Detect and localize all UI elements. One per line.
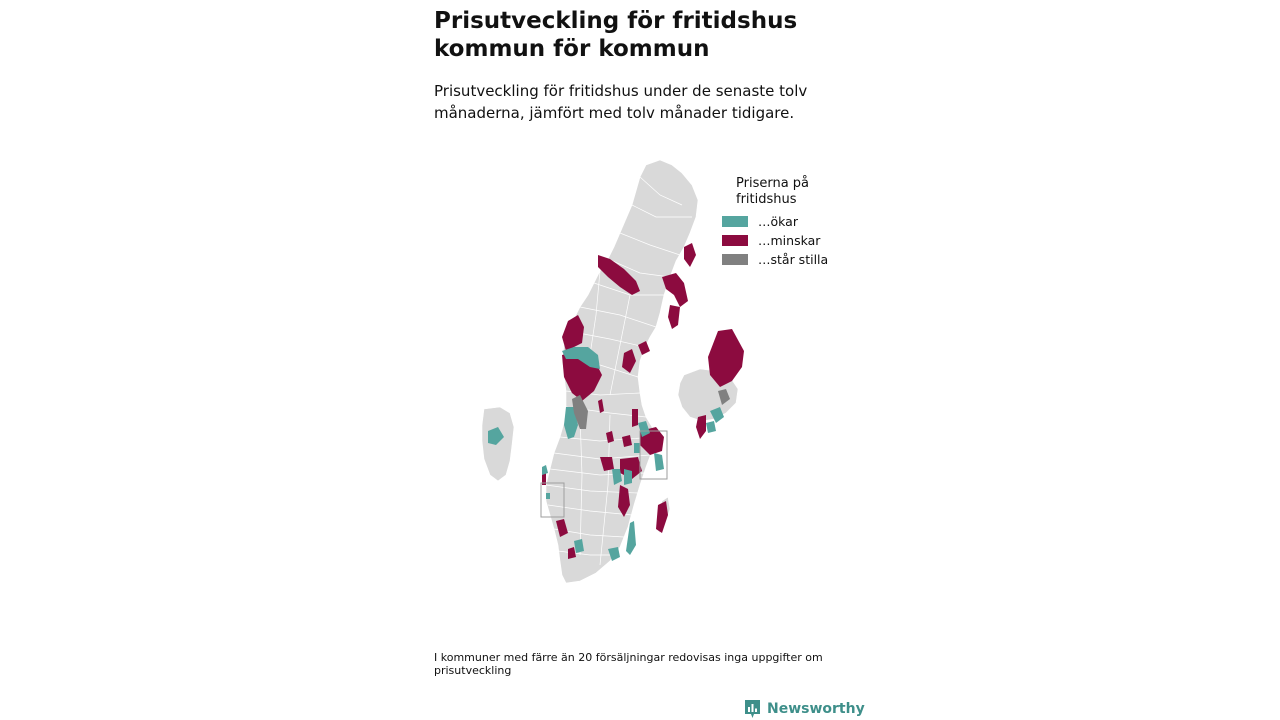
region-west-coast (482, 407, 514, 481)
legend-item-minskar (722, 231, 852, 250)
region-minskar (668, 305, 680, 329)
legend-label-star-stilla: …står stilla (758, 252, 829, 267)
region-minskar (684, 243, 696, 267)
region-okar (546, 493, 550, 499)
legend-title: Priserna på fritidshus (736, 176, 810, 207)
region-okar (542, 465, 548, 475)
legend-label-minskar: …minskar (758, 233, 821, 248)
brand-name: Newsworthy (767, 701, 865, 717)
region-minskar (632, 409, 638, 427)
legend-swatch-star-stilla (722, 254, 748, 265)
region-okar (634, 443, 640, 453)
legend-swatch-minskar (722, 235, 748, 246)
brand-logo[interactable] (744, 699, 865, 719)
chart-subtitle: Prisutveckling för fritidshus under de senaste tolv månaderna, jämfört med tolv månader tidigare. (434, 82, 808, 122)
region-okar (624, 469, 632, 485)
region-minskar (708, 329, 744, 387)
map-base-shapes (482, 160, 738, 583)
legend-item-star-stilla (722, 250, 852, 269)
chart-title: Prisutveckling för fritidshus kommun för kommun (434, 8, 798, 62)
legend (722, 176, 852, 269)
newsworthy-logo-icon (744, 699, 761, 719)
legend-swatch-okar (722, 216, 748, 227)
region-okar (654, 453, 664, 471)
legend-item-okar (722, 212, 852, 231)
footnote: I kommuner med färre än 20 försäljningar redovisas inga uppgifter om prisutveckling (434, 651, 823, 677)
region-okar (706, 421, 716, 433)
region-minskar (656, 501, 668, 533)
legend-label-okar: …ökar (758, 214, 798, 229)
